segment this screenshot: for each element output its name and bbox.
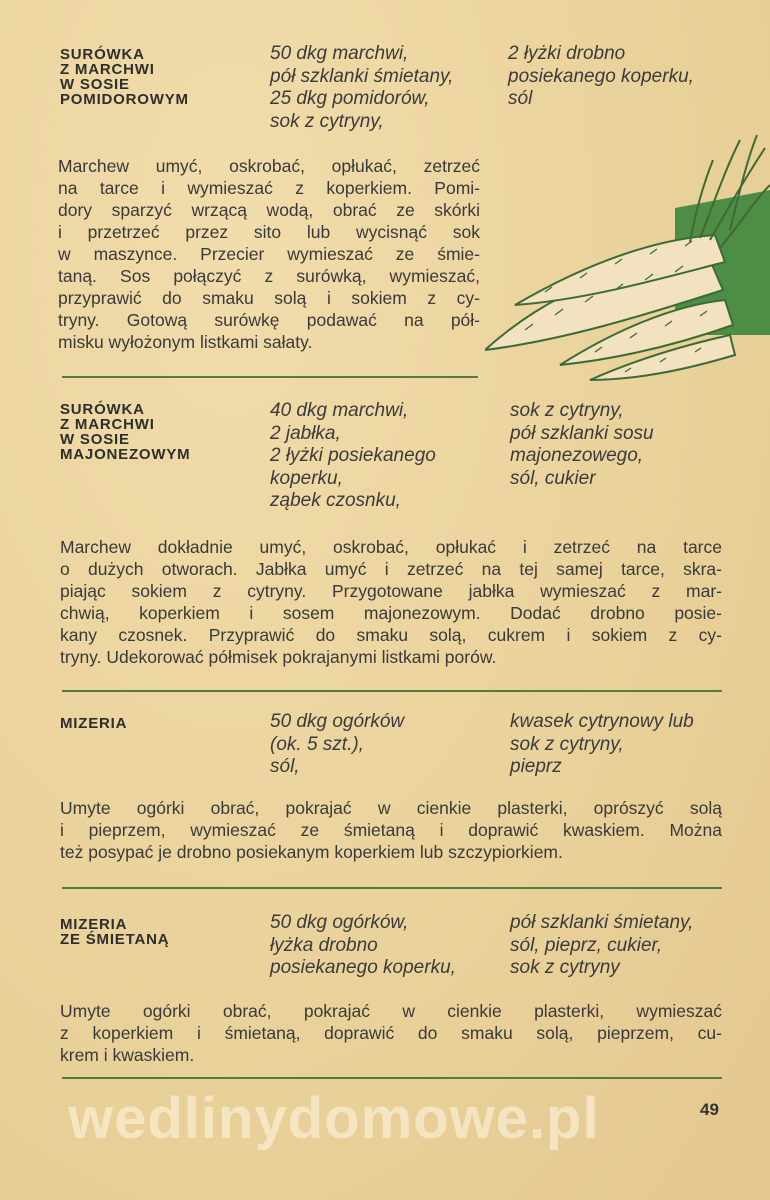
ingredient: koperku, [270, 467, 343, 489]
recipe-instructions [60, 797, 722, 863]
ingredient: 50 dkg marchwi, [270, 43, 409, 64]
ingredient: sól [508, 88, 533, 109]
ingredient: pół szklanki śmietany, [270, 65, 454, 87]
recipe-title [60, 716, 127, 731]
instruction-line: i pieprzem, wymieszać ze śmietaną i doprawić kwaskiem. Można [60, 820, 722, 840]
recipe-instructions [60, 1000, 722, 1066]
instruction-line: taną. Sos połączyć z surówką, wymieszać, [58, 266, 480, 286]
instruction-line: przyprawić do smaku solą i sokiem z cy- [58, 288, 480, 308]
instruction-line: Umyte ogórki obrać, pokrajać w cienkie plasterki, wymieszać [60, 1001, 722, 1021]
recipe-title [60, 917, 169, 947]
instruction-line: piając sokiem z cytryny. Przygotowane jabłka wymieszać z mar- [60, 581, 722, 601]
instruction-line: tryny. Gotową surówkę podawać na pół- [58, 310, 480, 330]
carrot-illustration [485, 130, 770, 390]
section-divider [62, 887, 722, 889]
instruction-line: chwią, koperkiem i sosem majonezowym. Dodać drobno posie- [60, 603, 722, 623]
ingredient: majonezowego, [510, 445, 644, 466]
recipe-title [60, 402, 190, 462]
ingredient: sok z cytryny [510, 957, 620, 978]
instruction-line: o dużych otworach. Jabłka umyć i zetrzeć na tej samej tarce, skra- [60, 559, 722, 579]
title-line: W SOSIE [60, 431, 130, 448]
ingredient: 50 dkg ogórków [270, 711, 405, 732]
ingredients-column-1 [270, 400, 436, 513]
ingredients-column-2 [510, 711, 694, 779]
ingredient: sól, cukier [510, 467, 596, 489]
ingredient: (ok. 5 szt.), [270, 733, 364, 755]
ingredient: posiekanego koperku, [270, 957, 456, 978]
instruction-line: Marchew umyć, oskrobać, opłukać, zetrzeć [58, 156, 480, 176]
title-line: MIZERIA [60, 916, 128, 933]
ingredient: ząbek czosnku, [270, 490, 401, 511]
ingredient: sól, pieprz, cukier, [510, 934, 663, 956]
title-line: MIZERIA [60, 715, 128, 732]
recipe-instructions [60, 536, 722, 668]
instruction-line: na tarce i wymieszać z koperkiem. Pomi- [58, 178, 480, 198]
instruction-line: w maszynce. Przecier wymieszać ze śmie- [58, 244, 480, 264]
section-divider [62, 690, 722, 692]
ingredient: 40 dkg marchwi, [270, 400, 409, 421]
ingredient: posiekanego koperku, [508, 65, 694, 87]
ingredient: kwasek cytrynowy lub [510, 711, 694, 732]
ingredient: sok z cytryny, [270, 110, 384, 132]
ingredient: łyżka drobno [270, 934, 378, 956]
instruction-line: Umyte ogórki obrać, pokrajać w cienkie plasterki, oprószyć solą [60, 798, 722, 818]
instruction-line: tryny. Udekorować półmisek pokrajanymi listkami porów. [60, 647, 497, 667]
title-line: Z MARCHWI [60, 416, 155, 433]
ingredient: sól, [270, 756, 300, 777]
title-line: W SOSIE [60, 76, 130, 93]
ingredient: pół szklanki sosu [510, 422, 654, 444]
section-divider [62, 376, 478, 378]
instruction-line: z koperkiem i śmietaną, doprawić do smaku solą, pieprzem, cu- [60, 1023, 722, 1043]
recipe-title [60, 47, 189, 107]
title-line: POMIDOROWYM [60, 91, 189, 108]
ingredient: 2 łyżki posiekanego [270, 445, 436, 466]
instruction-line: i przetrzeć przez sito lub wycisnąć sok [58, 222, 480, 242]
carrots-icon [485, 235, 735, 380]
ingredients-column-2 [510, 912, 693, 980]
ingredients-column-2 [510, 400, 654, 490]
title-line: ZE ŚMIETANĄ [60, 931, 170, 948]
title-line: MAJONEZOWYM [60, 446, 191, 463]
ingredients-column-1 [270, 43, 453, 133]
ingredient: 25 dkg pomidorów, [270, 88, 430, 109]
ingredient: 2 łyżki drobno [508, 43, 626, 64]
ingredient: 50 dkg ogórków, [270, 912, 409, 933]
ingredient: pieprz [510, 756, 562, 777]
ingredient: sok z cytryny, [510, 733, 624, 755]
title-line: SURÓWKA [60, 46, 145, 63]
ingredient: sok z cytryny, [510, 400, 624, 421]
instruction-line: misku wyłożonym listkami sałaty. [58, 332, 313, 352]
section-divider [62, 1077, 722, 1079]
watermark: wedlinydomowe.pl [68, 1086, 600, 1151]
ingredients-column-1 [270, 912, 456, 980]
ingredients-column-1 [270, 711, 404, 779]
instruction-line: kany czosnek. Przyprawić do smaku solą, cukrem i sokiem z cy- [60, 625, 722, 645]
instruction-line: też posypać je drobno posiekanym koperkiem lub szczypiorkiem. [60, 842, 563, 862]
title-line: Z MARCHWI [60, 61, 155, 78]
page-number: 49 [700, 1100, 719, 1119]
instruction-line: Marchew dokładnie umyć, oskrobać, opłukać i zetrzeć na tarce [60, 537, 722, 557]
ingredient: pół szklanki śmietany, [510, 912, 694, 933]
ingredients-column-2 [508, 43, 694, 111]
ingredient: 2 jabłka, [270, 422, 341, 444]
instruction-line: dory sparzyć wrzącą wodą, obrać ze skórki [58, 200, 480, 220]
instruction-line: krem i kwaskiem. [60, 1045, 195, 1065]
recipe-instructions [58, 155, 480, 353]
title-line: SURÓWKA [60, 401, 145, 418]
